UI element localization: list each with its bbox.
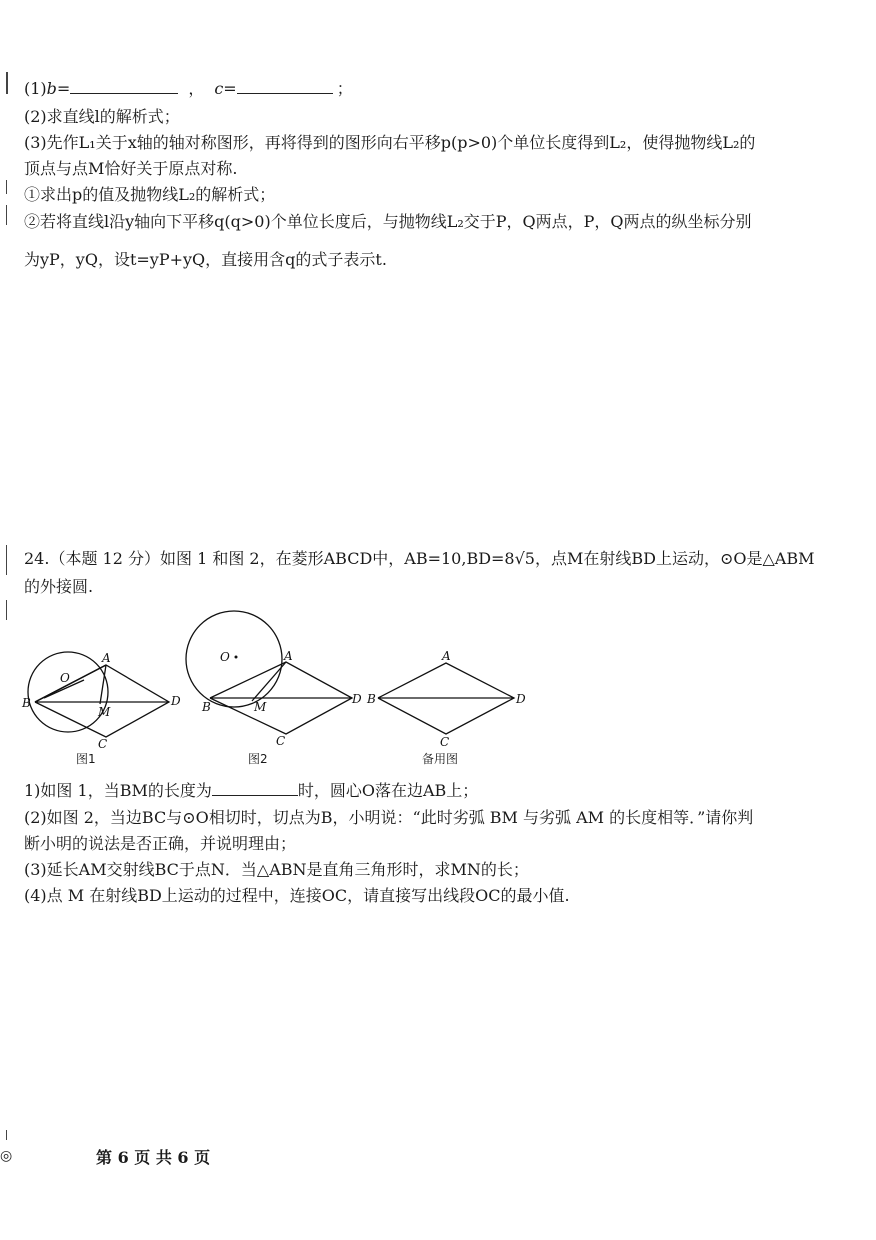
- q24-stem-line1: 24.（本题 12 分）如图 1 和图 2，在菱形ABCD中，AB=10,BD=8√5，点M在射线BD上运动，⊙O是△ABM: [24, 549, 815, 568]
- fig1-circle-o: [28, 652, 108, 732]
- q23-part3-sub2-cont: 为yP，yQ，设t=yP+yQ，直接用含q的式子表示t.: [24, 250, 387, 269]
- page-number: 第 6 页 共 6 页: [96, 1148, 211, 1167]
- q24-part3: (3)延长AM交射线BC于点N．当△ABN是直角三角形时，求MN的长；: [24, 860, 529, 879]
- q23-part3-line2: 顶点与点M恰好关于原点对称.: [24, 159, 238, 178]
- q23-part1-end: ；: [336, 79, 353, 98]
- fig2-label-m: M: [254, 700, 267, 714]
- fig1-label-b: B: [22, 696, 31, 710]
- q23-part1-prefix: (1): [24, 79, 47, 98]
- q24-part2-line2: 断小明的说法是否正确，并说明理由；: [24, 834, 297, 853]
- q23-part2: (2)求直线l的解析式；: [24, 107, 180, 126]
- fig2-label-b: B: [202, 700, 211, 714]
- q24-part1-b: 时，圆心O落在边AB上；: [297, 781, 479, 800]
- fig1-rhombus: [35, 665, 169, 737]
- q24-part1: [24, 780, 478, 802]
- q23-part1-b-label: b=: [46, 79, 71, 98]
- q23-part3-line1: (3)先作L₁关于x轴的轴对称图形，再将得到的图形向右平移p(p>0)个单位长度得到L₂，使得抛物线L₂的: [24, 133, 756, 152]
- fig2-label-a: A: [284, 649, 293, 663]
- fig2-center-dot: [235, 656, 238, 659]
- q24-part2-line1: (2)如图 2，当边BC与⊙O相切时，切点为B，小明说：“此时劣弧 BM 与劣弧 AM 的长度相等．”请你判: [24, 808, 754, 827]
- q23-part1-c-label: c=: [214, 79, 237, 98]
- fig1-label-m: M: [98, 705, 111, 719]
- fig1-label-c: C: [98, 737, 108, 751]
- spare-label-d: D: [516, 692, 526, 706]
- fig1-label-d: D: [171, 694, 181, 708]
- figure-spare: [378, 663, 514, 734]
- q23-part3-sub1: ①求出p的值及抛物线L₂的解析式；: [24, 185, 276, 204]
- fig1-label-a: A: [102, 651, 111, 665]
- fig1-segment-ab: [35, 665, 106, 702]
- fig1-label-o: O: [60, 671, 70, 685]
- q24-part1-a: 1)如图 1，当BM的长度为: [24, 781, 212, 800]
- margin-mark: [6, 1130, 7, 1140]
- figure-1: [28, 652, 169, 737]
- binding-hole-icon: ◎: [0, 1148, 13, 1164]
- fig2-label-d: D: [352, 692, 362, 706]
- q23-part3-sub2: ②若将直线l沿y轴向下平移q(q>0)个单位长度后，与抛物线L₂交于P，Q两点，P，Q两点的纵坐标分别: [24, 212, 752, 231]
- fig1-caption: 图1: [76, 752, 96, 766]
- q23-part1-sep: ，: [188, 79, 205, 98]
- spare-label-c: C: [440, 735, 450, 749]
- fig3-caption: 备用图: [422, 752, 459, 766]
- spare-label-b: B: [367, 692, 376, 706]
- fig2-caption: 图2: [248, 752, 268, 766]
- q24-stem-line2: 的外接圆.: [24, 577, 94, 596]
- q24-part4: (4)点 M 在射线BD上运动的过程中，连接OC，请直接写出线段OC的最小值.: [24, 886, 570, 905]
- spare-label-a: A: [442, 649, 451, 663]
- fig2-label-o: O: [220, 650, 230, 664]
- fig2-segment-am: [252, 662, 286, 701]
- fig1-segment-am: [100, 665, 106, 704]
- answer-blank-bm[interactable]: [212, 781, 298, 796]
- fig2-label-c: C: [276, 734, 286, 748]
- fig2-circle-o: [186, 611, 282, 707]
- figure-2: [186, 611, 352, 734]
